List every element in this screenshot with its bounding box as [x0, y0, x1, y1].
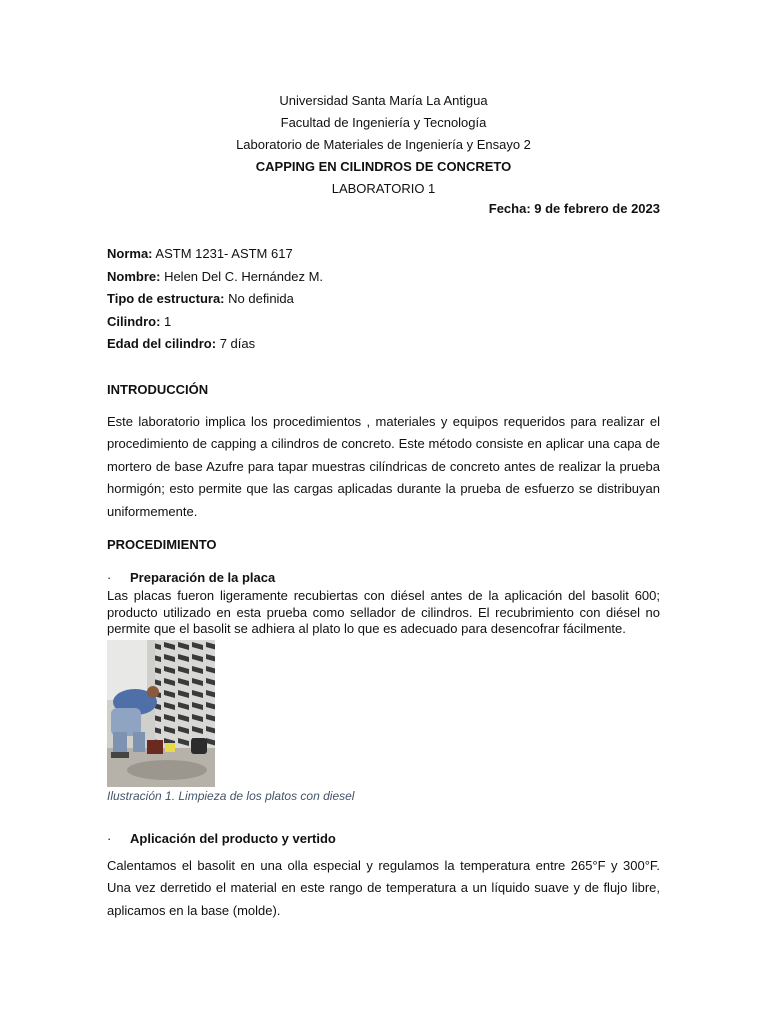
intro-heading: INTRODUCCIÓN: [107, 381, 209, 397]
norma-label: Norma:: [107, 246, 153, 261]
faculty-name: Facultad de Ingeniería y Tecnología: [280, 115, 487, 130]
document-page: [107, 90, 660, 922]
lab-name: Laboratorio de Materiales de Ingeniería y Ensayo 2: [236, 137, 531, 152]
tipo-value: No definida: [224, 291, 294, 306]
tipo-label: Tipo de estructura:: [107, 291, 225, 306]
info-cilindro: [107, 311, 660, 334]
bullet-marker: ·: [107, 570, 112, 585]
university-name: Universidad Santa María La Antigua: [279, 93, 488, 108]
illustration-photo: [107, 640, 215, 787]
step1-paragraph: Las placas fueron ligeramente recubiertas con diésel antes de la aplicación del basolit 600; producto utilizado en esta prueba como sellador de cilindros. El recubrimiento con diésel no permite que el basolit se adhiera al plato lo que es adecuado para desencofrar fácilmente.: [107, 588, 660, 636]
document-date: Fecha: 9 de febrero de 2023: [488, 201, 660, 216]
document-title: CAPPING EN CILINDROS DE CONCRETO: [255, 159, 512, 174]
intro-paragraph: Este laboratorio implica los procedimientos , materiales y equipos requeridos para realizar el procedimiento de capping a cilindros de concreto. Este método consiste en aplicar una capa de mortero de base Azufre para tapar muestras cilíndricas de concreto antes de realizar la prueba hormigón; esto permite que las cargas aplicadas durante la prueba de esfuerzo se distribuyan uniformemente.: [107, 413, 660, 519]
info-tipo: [107, 288, 660, 311]
procedure-heading: PROCEDIMIENTO: [107, 537, 217, 552]
cilindro-label: Cilindro:: [107, 313, 161, 329]
edad-value: 7 días: [216, 336, 256, 351]
info-norma: [107, 243, 660, 266]
info-nombre: [107, 266, 660, 289]
cilindro-value: 1: [160, 313, 172, 329]
info-edad: [107, 333, 660, 356]
step1-heading: [107, 570, 660, 585]
bullet-marker: ·: [107, 830, 112, 846]
step2-title: Aplicación del producto y vertido: [130, 830, 336, 846]
edad-label: Edad del cilindro:: [107, 336, 217, 351]
figure-caption: Ilustración 1. Limpieza de los platos con diesel: [107, 788, 355, 803]
step2-heading: [107, 831, 660, 846]
info-block: [107, 243, 660, 356]
document-subtitle: LABORATORIO 1: [331, 181, 436, 196]
step2-paragraph: Calentamos el basolit en una olla especial y regulamos la temperatura entre 265°F y 300°F. Una vez derretido el material en este rango de temperatura a un líquido suave y de flujo libre, aplicamos en la base (molde).: [107, 857, 660, 918]
norma-value: ASTM 1231- ASTM 617: [152, 246, 293, 261]
nombre-label: Nombre:: [107, 268, 161, 284]
nombre-value: Helen Del C. Hernández M.: [160, 268, 324, 284]
step1-title: Preparación de la placa: [130, 570, 276, 585]
